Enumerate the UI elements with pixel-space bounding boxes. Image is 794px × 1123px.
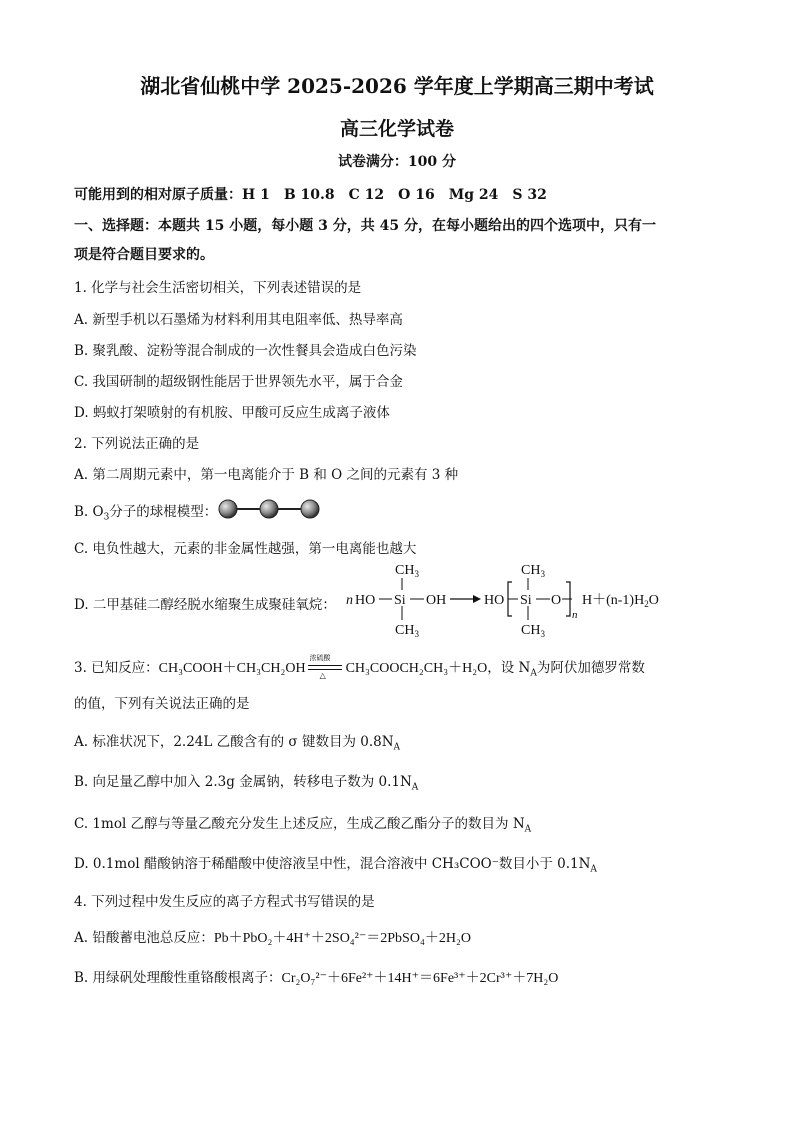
q1-option-c: C. 我国研制的超级钢性能居于世界领先水平，属于合金 <box>74 374 403 390</box>
q3-option-c <box>74 812 531 835</box>
q3-stem-line2: 的值，下列有关说法正确的是 <box>74 696 250 712</box>
arrow-head <box>473 595 481 603</box>
q4-option-a-label: A. 铅酸蓄电池总反应： <box>74 930 214 946</box>
full-score: 试卷满分：100 分 <box>337 154 457 170</box>
condition-catalyst: 浓硫酸 <box>309 653 331 662</box>
q3-stem-suffix-sub: A <box>530 668 537 679</box>
q3-option-b <box>74 770 418 793</box>
q4-option-a-equation: Pb＋PbO₂＋4H⁺＋2SO₄²⁻＝2PbSO₄＋2H₂O <box>213 931 471 946</box>
reactant-oh: OH <box>426 593 447 608</box>
q3-stem-line1 <box>74 653 645 680</box>
q2-option-b-prefix: B. O <box>74 504 104 520</box>
q2-option-b <box>74 500 217 523</box>
condition-heat: △ <box>319 670 326 680</box>
reactant-ho: HO <box>355 593 376 608</box>
q3-option-a-sub: A <box>393 742 401 753</box>
q3-option-a <box>74 730 400 753</box>
reactant-ch3-bottom: $CH_3$ <box>395 623 419 639</box>
q3-option-d <box>74 852 597 875</box>
oxygen-atom-3 <box>301 500 319 518</box>
q2-option-c: C. 电负性越大，元素的非金属性越强，第一电离能也越大 <box>74 541 417 557</box>
polysiloxane-equation <box>340 560 680 640</box>
atomic-mass-line: 可能用到的相对原子质量：H 1 B 10.8 C 12 O 16 Mg 24 S 32 <box>74 187 547 203</box>
q3-eq-right: CH₃COOCH₂CH₃＋H₂O <box>345 661 488 676</box>
oxygen-atom-1 <box>219 500 237 518</box>
product-ch3-top: $CH_3$ <box>521 563 545 579</box>
q2-stem: 2. 下列说法正确的是 <box>74 436 200 452</box>
reversible-arrow <box>306 653 346 680</box>
q3-stem-suffix: ，设 N <box>487 660 531 676</box>
q3-option-c-sub: A <box>524 824 532 835</box>
q2-option-d: D. 二甲基硅二醇经脱水缩聚生成聚硅氧烷： <box>74 597 336 613</box>
product-si: Si <box>520 593 532 608</box>
exam-title: 湖北省仙桃中学 2025-2026 学年度上学期高三期中考试 <box>140 74 654 98</box>
q4-option-b-label: B. 用绿矾处理酸性重铬酸根离子： <box>74 970 282 986</box>
q1-option-d: D. 蚂蚁打架喷射的有机胺、甲酸可反应生成离子液体 <box>74 405 390 421</box>
product-ho: HO <box>484 593 505 608</box>
product-ch3-bottom: $CH_3$ <box>521 623 545 639</box>
q4-stem: 4. 下列过程中发生反应的离子方程式书写错误的是 <box>74 894 375 910</box>
q1-option-a: A. 新型手机以石墨烯为材料利用其电阻率低、热导率高 <box>74 312 403 328</box>
product-tail: $H+(n-1)H_2O$ <box>582 593 659 609</box>
q2-option-b-suffix: 分子的球棍模型： <box>109 504 218 520</box>
q2-option-a: A. 第二周期元素中，第一电离能介于 B 和 O 之间的元素有 3 种 <box>74 467 459 483</box>
exam-subtitle: 高三化学试卷 <box>339 118 454 140</box>
q3-option-c-text: C. 1mol 乙醇与等量乙酸充分发生上述反应，生成乙酸乙酯分子的数目为 N <box>74 816 525 832</box>
oxygen-atom-2 <box>260 500 278 518</box>
q2-option-b-sub: 3 <box>103 512 110 523</box>
reactant-si: Si <box>394 593 406 608</box>
q4-option-b <box>74 966 558 987</box>
section-heading-line1: 一、选择题：本题共 15 小题，每小题 3 分，共 45 分，在每小题给出的四个选项中，只有一 <box>74 218 656 234</box>
q1-option-b: B. 聚乳酸、淀粉等混合制成的一次性餐具会造成白色污染 <box>74 343 417 359</box>
q3-option-a-text: A. 标准状况下，2.24L 乙酸含有的 σ 键数目为 0.8N <box>74 734 394 750</box>
q1-stem: 1. 化学与社会生活密切相关，下列表述错误的是 <box>74 280 362 296</box>
coef-n: n <box>346 593 353 608</box>
repeat-n: n <box>572 609 578 621</box>
q4-option-a <box>74 926 471 947</box>
product-o: O <box>551 593 562 608</box>
q3-eq-left: CH₃COOH＋CH₃CH₂OH <box>158 661 306 676</box>
ozone-ball-stick-model <box>214 496 324 522</box>
reactant-ch3-top: $CH_3$ <box>395 563 419 579</box>
section-heading-line2: 项是符合题目要求的。 <box>74 247 214 263</box>
q3-stem-suffix2: 为阿伏加德罗常数 <box>536 660 645 676</box>
q3-option-d-text: D. 0.1mol 醋酸钠溶于稀醋酸中使溶液呈中性，混合溶液中 CH₃COO⁻数目小于 0.1N <box>74 856 591 872</box>
q3-option-b-sub: A <box>411 782 419 793</box>
q3-stem-prefix: 3. 已知反应： <box>74 660 159 676</box>
q3-option-d-sub: A <box>590 864 597 875</box>
q3-option-b-text: B. 向足量乙醇中加入 2.3g 金属钠，转移电子数为 0.1N <box>74 774 412 790</box>
q4-option-b-equation: Cr₂O₇²⁻＋6Fe²⁺＋14H⁺＝6Fe³⁺＋2Cr³⁺＋7H₂O <box>281 971 559 986</box>
